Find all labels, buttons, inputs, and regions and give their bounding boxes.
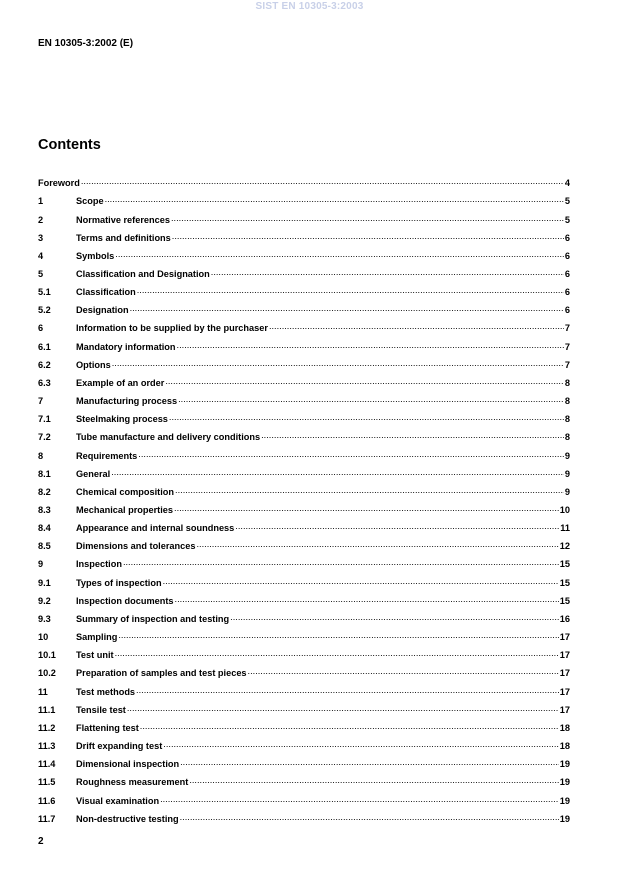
toc-entry[interactable] [38,685,570,703]
toc-dot-leader [211,268,564,277]
toc-entry-page: 17 [559,704,570,715]
toc-entry-page: 9 [564,468,570,479]
toc-entry-number: 11.3 [38,741,56,752]
toc-entry-page: 6 [564,268,570,279]
contents-heading: Contents [38,137,101,153]
toc-dot-leader [81,177,564,186]
toc-entry-page: 17 [559,650,570,661]
toc-entry-page: 11 [560,523,570,534]
toc-entry-number: 5.1 [38,287,51,298]
toc-entry[interactable] [38,722,570,740]
toc-entry-title: Information to be supplied by the purchaser [76,323,268,334]
toc-entry-page: 19 [559,795,570,806]
toc-entry-title: Tensile test [76,704,126,715]
toc-entry-number: 8.1 [38,468,51,479]
page-number: 2 [38,836,44,847]
toc-entry-number: 9.1 [38,577,51,588]
toc-entry-number: 3 [38,232,44,243]
toc-entry[interactable] [38,649,570,667]
toc-dot-leader [269,322,564,331]
toc-dot-leader [248,667,559,676]
table-of-contents [38,177,570,831]
toc-entry[interactable] [38,213,570,231]
toc-entry-title: Dimensional inspection [76,759,180,770]
toc-entry[interactable] [38,504,570,522]
toc-entry[interactable] [38,395,570,413]
toc-entry-title: Terms and definitions [76,232,171,243]
toc-entry-page: 10 [559,505,570,515]
toc-entry[interactable] [38,340,570,358]
toc-entry[interactable] [38,486,570,504]
toc-dot-leader [127,704,559,713]
toc-entry-page: 7 [564,323,570,334]
toc-entry-number: 11.4 [38,759,56,770]
toc-entry[interactable] [38,231,570,249]
toc-entry-page: 19 [559,777,570,788]
toc-entry-page: 6 [564,305,570,316]
toc-entry[interactable] [38,540,570,558]
toc-entry-title: Preparation of samples and test pieces [76,668,247,679]
toc-entry-title: Requirements [76,450,138,461]
toc-entry-title: Test unit [76,650,114,661]
toc-entry[interactable] [38,286,570,304]
toc-entry-number: 7.2 [38,432,51,443]
toc-entry-page: 4 [564,178,570,189]
toc-entry[interactable] [38,195,570,213]
toc-dot-leader [172,231,564,240]
toc-entry-page: 19 [559,759,570,770]
toc-entry-page: 17 [559,668,570,679]
toc-entry[interactable] [38,177,570,195]
toc-entry-number: 11 [38,686,48,697]
toc-entry-number: 11.5 [38,777,56,788]
toc-entry-number: 6.2 [38,359,51,370]
toc-entry-page: 17 [559,632,570,643]
toc-entry-number: 11.1 [38,704,56,715]
toc-entry[interactable] [38,613,570,631]
toc-entry-page: 8 [564,377,570,388]
toc-entry-title: Inspection documents [76,595,174,606]
toc-entry-number: 2 [38,214,44,225]
toc-entry-number: 6.3 [38,377,51,388]
toc-entry-number: 8.4 [38,523,51,534]
toc-entry[interactable] [38,794,570,812]
toc-entry-number: 8 [38,450,44,461]
toc-dot-leader [165,377,564,386]
toc-dot-leader [163,740,558,749]
toc-dot-leader [261,431,564,440]
toc-entry[interactable] [38,449,570,467]
toc-entry-title: Options [76,359,111,370]
toc-dot-leader [112,359,564,368]
toc-dot-leader [160,794,559,803]
toc-entry-title: Inspection [76,559,122,570]
toc-entry-page: 15 [559,559,570,570]
toc-entry-title: Test methods [76,686,136,697]
toc-entry-page: 9 [564,450,570,461]
toc-dot-leader [140,722,559,731]
toc-entry[interactable] [38,359,570,377]
toc-entry-title: General [76,468,111,479]
toc-entry-title: Normative references [76,214,170,225]
toc-entry-page: 18 [559,741,570,752]
toc-entry[interactable] [38,740,570,758]
toc-entry[interactable] [38,631,570,649]
toc-entry-number: 8.3 [38,505,51,515]
toc-entry-title: Designation [76,305,129,316]
toc-dot-leader [171,213,564,222]
toc-entry-page: 6 [564,250,570,261]
toc-entry-title: Foreword [38,178,80,189]
toc-dot-leader [130,304,564,313]
toc-dot-leader [178,395,564,404]
document-id: EN 10305-3:2002 (E) [38,38,134,49]
toc-entry-number: 10 [38,632,49,643]
toc-dot-leader [230,613,559,622]
toc-dot-leader [115,250,564,259]
toc-entry[interactable] [38,268,570,286]
toc-entry-page: 8 [564,414,570,425]
toc-dot-leader [163,576,559,585]
toc-dot-leader [196,540,558,549]
toc-entry-page: 12 [559,541,570,552]
toc-dot-leader [123,558,559,567]
toc-entry-page: 6 [564,232,570,243]
toc-entry-title: Non-destructive testing [76,813,179,824]
toc-dot-leader [175,486,564,495]
toc-dot-leader [177,340,564,349]
watermark: SIST EN 10305-3:2003 [255,1,364,12]
toc-entry-title: Visual examination [76,795,160,806]
toc-entry-title: Mandatory information [76,341,176,352]
toc-entry-title: Flattening test [76,722,139,733]
toc-entry[interactable] [38,595,570,613]
toc-entry-title: Classification and Designation [76,268,210,279]
toc-entry[interactable] [38,758,570,776]
toc-dot-leader [138,449,564,458]
toc-entry-title: Drift expanding test [76,741,163,752]
toc-entry-title: Summary of inspection and testing [76,613,230,624]
toc-entry-page: 7 [564,359,570,370]
toc-entry-page: 19 [559,813,570,824]
toc-entry[interactable] [38,377,570,395]
toc-entry-title: Types of inspection [76,577,162,588]
toc-entry-title: Steelmaking process [76,414,168,425]
toc-entry-title: Appearance and internal soundness [76,523,235,534]
toc-entry-number: 9 [38,559,44,570]
toc-entry[interactable] [38,776,570,794]
toc-entry[interactable] [38,812,570,830]
toc-entry-title: Mechanical properties [76,505,174,515]
toc-entry-title: Dimensions and tolerances [76,541,196,552]
toc-dot-leader [180,812,559,821]
toc-entry-number: 9.3 [38,613,51,624]
toc-dot-leader [169,413,564,422]
toc-entry-page: 8 [564,432,570,443]
toc-dot-leader [111,468,564,477]
toc-entry-title: Roughness measurement [76,777,189,788]
toc-entry-number: 5.2 [38,305,51,316]
toc-entry[interactable] [38,468,570,486]
toc-entry-number: 11.6 [38,795,56,806]
toc-entry-title: Scope [76,196,104,207]
toc-entry-number: 9.2 [38,595,51,606]
toc-entry[interactable] [38,522,570,540]
toc-dot-leader [118,631,558,640]
toc-entry-title: Symbols [76,250,115,261]
toc-entry[interactable] [38,304,570,322]
toc-entry-number: 6.1 [38,341,51,352]
toc-entry[interactable] [38,431,570,449]
toc-entry-number: 11.2 [38,722,56,733]
toc-entry-page: 6 [564,287,570,298]
toc-entry[interactable] [38,704,570,722]
toc-entry-number: 11.7 [38,813,56,824]
toc-entry-page: 8 [564,396,570,407]
toc-entry-page: 17 [559,686,570,697]
toc-entry-number: 6 [38,323,44,334]
toc-dot-leader [105,195,564,204]
toc-dot-leader [235,522,559,531]
toc-entry-number: 1 [38,196,44,207]
toc-entry[interactable] [38,576,570,594]
toc-entry-title: Classification [76,287,136,298]
toc-entry-number: 8.2 [38,486,51,497]
toc-entry-number: 4 [38,250,44,261]
toc-dot-leader [136,685,559,694]
toc-entry-title: Example of an order [76,377,165,388]
toc-entry[interactable] [38,413,570,431]
toc-entry-number: 5 [38,268,44,279]
toc-entry-title: Manufacturing process [76,396,178,407]
toc-dot-leader [115,649,559,658]
toc-entry-number: 7 [38,396,44,407]
toc-dot-leader [189,776,558,785]
toc-entry-number: 7.1 [38,414,51,425]
toc-entry-page: 5 [564,196,570,207]
toc-entry-title: Sampling [76,632,118,643]
toc-entry-page: 15 [559,595,570,606]
toc-entry-page: 9 [564,486,570,497]
toc-dot-leader [174,504,559,513]
toc-entry[interactable] [38,667,570,685]
toc-entry[interactable] [38,250,570,268]
toc-entry-page: 16 [559,613,570,624]
toc-entry-page: 18 [559,722,570,733]
toc-entry-title: Tube manufacture and delivery conditions [76,432,261,443]
toc-entry-page: 7 [564,341,570,352]
toc-entry-number: 8.5 [38,541,51,552]
toc-entry-title: Chemical composition [76,486,175,497]
toc-dot-leader [137,286,564,295]
toc-entry[interactable] [38,322,570,340]
toc-entry-number: 10.2 [38,668,56,679]
toc-dot-leader [180,758,559,767]
toc-entry-number: 10.1 [38,650,56,661]
toc-dot-leader [175,595,559,604]
toc-entry[interactable] [38,558,570,576]
toc-entry-page: 15 [559,577,570,588]
toc-entry-page: 5 [564,214,570,225]
